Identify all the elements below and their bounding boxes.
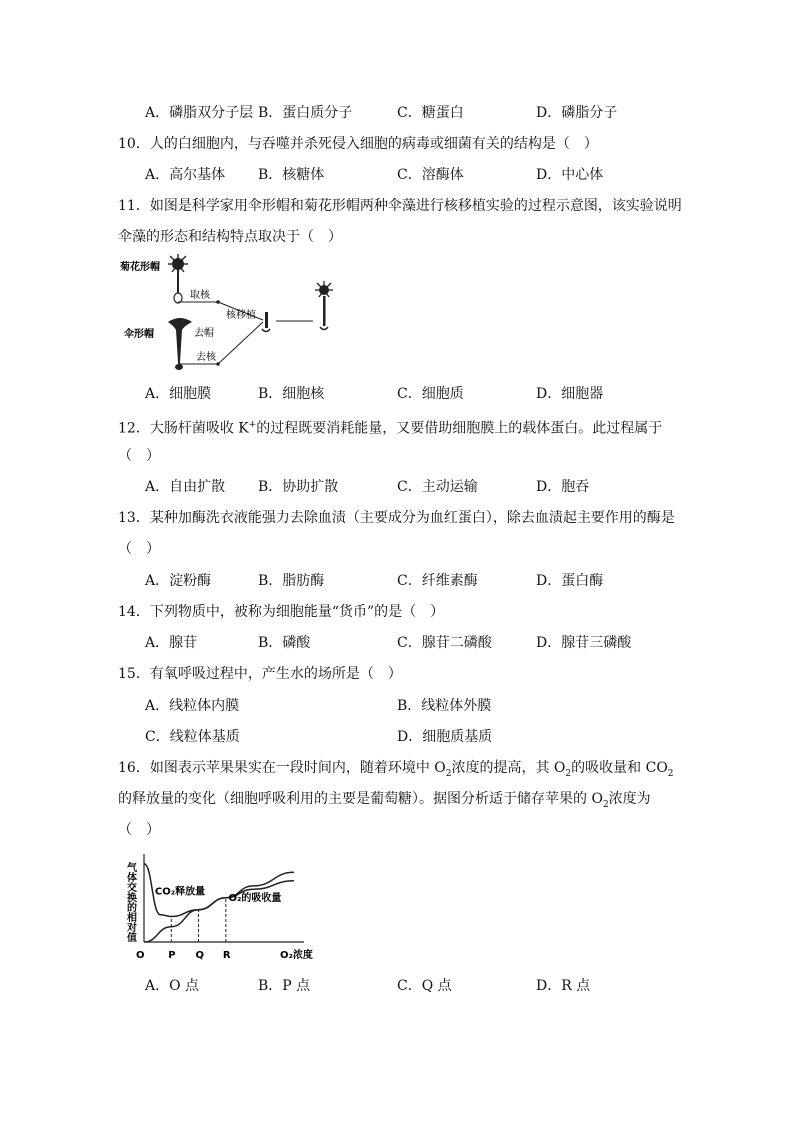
q13-option-a: A．淀粉酶 (145, 573, 212, 589)
q15-option-d: D．细胞质基质 (397, 729, 493, 745)
q10-option-d: D．中心体 (536, 167, 604, 183)
q12-option-a: A．自由扩散 (145, 479, 226, 495)
q14-option-a: A．腺苷 (145, 635, 198, 651)
q11-stem-line1: 11．如图是科学家用伞形帽和菊花形帽两种伞藻进行核移植实验的过程示意图，该实验说明 (118, 198, 682, 214)
q16-option-c: C．Q 点 (397, 978, 452, 994)
q16-sub-2: 2 (565, 768, 572, 779)
q9-option-b: B．蛋白质分子 (258, 105, 353, 121)
q15-option-b: B．线粒体外膜 (397, 698, 492, 714)
q14-stem: 14．下列物质中，被称为细胞能量“货币”的是（ ） (118, 604, 445, 620)
x-tick-P: P (168, 950, 176, 961)
q10-stem: 10．人的白细胞内，与吞噬并杀死侵入细胞的病毒或细菌有关的结构是（ ） (118, 136, 598, 152)
q13-option-c: C．纤维素酶 (397, 573, 478, 589)
x-axis-label: O₂浓度 (280, 950, 313, 961)
chrysanthemum-cap-alga (168, 254, 188, 303)
q16-stem-part5: 浓度为 (608, 791, 651, 807)
q12-option-b: B．协助扩散 (258, 479, 339, 495)
q12-stem-part2: 的过程既要消耗能量，又要借助细胞膜上的载体蛋白。此过程属于 (256, 420, 663, 437)
q11-stem-line2: 伞藻的形态和结构特点取决于（ ） (118, 229, 342, 245)
q16-stem-line1 (118, 759, 674, 783)
q11-option-b: B．细胞核 (258, 386, 325, 402)
q16-option-b: B．P 点 (258, 978, 311, 994)
y-axis-label: 气体交换的相对值 (124, 862, 136, 942)
transferred-alga (262, 312, 270, 332)
q9-option-c: C．糖蛋白 (397, 105, 464, 121)
q10-option-c: C．溶酶体 (397, 167, 464, 183)
q11-option-a: A．细胞膜 (145, 386, 212, 402)
label-remove-nucleus: 去核 (196, 352, 216, 363)
q15-option-c: C．线粒体基质 (145, 729, 240, 745)
label-chrysanthemum-cap: 菊花形帽 (120, 262, 160, 273)
label-umbrella-cap: 伞形帽 (124, 329, 154, 340)
q13-stem-line2: （ ） (118, 541, 160, 557)
q11-option-c: C．细胞质 (397, 386, 464, 402)
q16-option-d: D．R 点 (536, 978, 591, 994)
label-take-nucleus: 取核 (190, 290, 210, 301)
q16-sub-1: 2 (445, 768, 452, 779)
q12-stem-part1: 12．大肠杆菌吸收 K (118, 420, 249, 437)
x-tick-O: O (136, 950, 145, 961)
q16-sub-3: 2 (667, 768, 674, 779)
x-tick-Q: Q (195, 950, 205, 961)
q16-sub-4: 2 (602, 799, 609, 810)
q12-option-d: D．胞吞 (536, 479, 590, 495)
q14-option-b: B．磷酸 (258, 635, 311, 651)
q15-stem: 15．有氧呼吸过程中，产生水的场所是（ ） (118, 666, 402, 682)
series-co2-label: CO₂释放量 (154, 886, 206, 898)
q16-stem-part3: 的吸收量和 CO (571, 760, 668, 776)
label-remove-cap: 去帽 (194, 328, 214, 339)
q15-option-a: A．线粒体内膜 (145, 698, 240, 714)
q12-option-c: C．主动运输 (397, 479, 478, 495)
nuclear-transfer-diagram (118, 252, 348, 380)
series-o2-label: O₂的吸收量 (228, 893, 282, 905)
umbrella-cap-alga (168, 318, 192, 370)
q16-stem-line2 (118, 790, 651, 814)
q13-stem-line1: 13．某种加酶洗衣液能强力去除血渍（主要成分为血红蛋白），除去血渍起主要作用的酶是 (118, 510, 675, 526)
q9-option-d: D．磷脂分子 (536, 105, 618, 121)
label-nuclear-transfer: 核移植 (226, 310, 256, 321)
q16-stem-line3: （ ） (118, 822, 160, 838)
q16-stem-part2: 浓度的提高，其 O (451, 760, 566, 776)
q14-option-d: D．腺苷三磷酸 (536, 635, 632, 651)
q11-option-d: D．细胞器 (536, 386, 604, 402)
q12-stem-superscript: + (248, 420, 257, 430)
q10-option-a: A．高尔基体 (145, 167, 226, 183)
q16-option-a: A．O 点 (145, 978, 200, 994)
gas-exchange-chart (118, 852, 313, 962)
q12-stem-line1 (118, 416, 662, 438)
q9-option-a: A．磷脂双分子层 (145, 105, 254, 121)
q14-option-c: C．腺苷二磷酸 (397, 635, 492, 651)
q16-stem-part1: 16．如图表示苹果果实在一段时间内，随着环境中 O (118, 760, 446, 776)
q13-option-b: B．脂肪酶 (258, 573, 325, 589)
q12-stem-line2: （ ） (118, 448, 160, 464)
x-tick-R: R (222, 950, 231, 961)
q13-option-d: D．蛋白酶 (536, 573, 604, 589)
regenerated-chrysanthemum-alga (315, 281, 333, 330)
q10-option-b: B．核糖体 (258, 167, 325, 183)
q16-stem-part4: 的释放量的变化（细胞呼吸利用的主要是葡萄糖）。据图分析适于储存苹果的 O (118, 791, 603, 807)
